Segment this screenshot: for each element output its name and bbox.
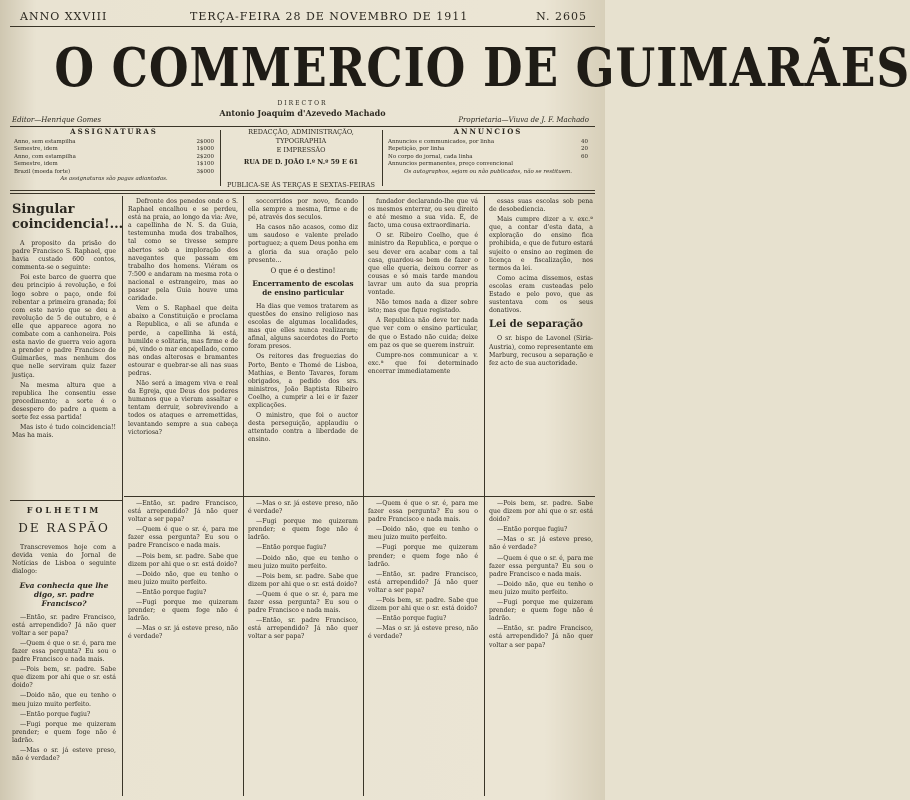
issue-year: ANNO XXVIII bbox=[20, 10, 108, 23]
paragraph: —Então, sr. padre Francisco, está arrependido? Já não quer voltar a ser papa? bbox=[368, 570, 478, 594]
newspaper-title: O COMMERCIO DE GUIMARÃES bbox=[54, 37, 910, 99]
paragraph: Na mesma altura que a republica lhe consentiu esse procedimento; a sorte é o desespero do padre a quem a sorte fez essa partida! bbox=[12, 381, 116, 421]
paragraph: —Doido não, que eu tenho o meu juizo muito perfeito. bbox=[128, 570, 238, 586]
paragraph: —Então porque fugiu? bbox=[497, 526, 568, 534]
paragraph: Como acima dissemos, estas escolas eram custeadas pelo Estado e pelo povo, que as sustentava com os seus donativos. bbox=[489, 274, 593, 315]
paragraph: —Quem é que o sr. é, para me fazer essa pergunta? Eu sou o padre Francisco e nada mais. bbox=[368, 500, 478, 524]
editor-line: Editor—Henrique Gomes bbox=[12, 116, 102, 124]
paragraph: —Então porque fugiu? bbox=[136, 588, 207, 596]
subscription-row: Anno, com estampilha 2$200 bbox=[14, 153, 214, 160]
subscription-row: Semestre, idem 1$000 bbox=[14, 146, 214, 152]
office-line-1: REDACÇÃO, ADMINISTRAÇÃO, TYPOGRAPHIA bbox=[248, 128, 354, 145]
paragraph: soccorridos por novo, ficando ella sempre a mesma, firme e de pé, através dos seculos. bbox=[248, 198, 358, 222]
director-name: Antonio Joaquim d'Azevedo Machado bbox=[219, 108, 386, 118]
subscription-row: Anno, sem estampilha 2$000 bbox=[14, 138, 214, 145]
article-column-5 bbox=[489, 198, 593, 494]
office-address: RUA DE D. JOÃO I.º N.º 59 E 61 bbox=[243, 158, 359, 166]
paragraph: —Pois bem, sr. padre. Sabe que dizem por ahi que o sr. está doido? bbox=[248, 572, 358, 588]
advertising-row: Annuncios e communicados, por linha 40 bbox=[388, 138, 588, 145]
dateline bbox=[20, 10, 587, 24]
paragraph: Foi este barco de guerra que deu principio á revolução, e foi logo sobre o paço, onde foi rebentar a primeira granada; foi com este navio que se deu a revolução de 5 de outubro, e é elle que apparece agora no combate com a canhoneira. Pois esta navio de guerra veio agora a prender o padre Francisco de Guimarães, mas nenhum dos que nelle serviram quiz fazer justiça. bbox=[12, 274, 116, 379]
paragraph: essas suas escolas sob pena de desobediencia. bbox=[489, 198, 593, 214]
paragraph: —Pois bem, sr. padre. Sabe que dizem por ahi que o sr. está doido? bbox=[368, 597, 478, 613]
paragraph: —Então, sr. padre Francisco, está arrependido? Já não quer voltar a ser papa? bbox=[12, 613, 116, 637]
paragraph: Ha dias que vemos tratarem as questões do ensino religioso nas escolas de algumas localidades, mas que elles nunca realizaram; afinal, alguns sacerdotes do Porto foram presos. bbox=[248, 302, 358, 351]
paragraph: —Mas o sr. já esteve preso, não é verdade? bbox=[128, 625, 238, 641]
director-label: DIRECTOR bbox=[277, 100, 328, 107]
paragraph: —Quem é que o sr. é, para me fazer essa pergunta? Eu sou o padre Francisco e nada mais. bbox=[248, 590, 358, 615]
folhetim-label: FOLHETIM bbox=[26, 505, 102, 515]
article-headline: Singular coincidencia!... bbox=[12, 202, 124, 232]
paragraph: —Então porque fugiu? bbox=[256, 544, 327, 552]
paragraph: A proposito da prisão do padre Francisco S. Raphael, que havia custado 600 contos, commenta-se o seguinte: bbox=[12, 240, 116, 272]
paragraph: —Doido não, que eu tenho o meu juizo muito perfeito. bbox=[368, 526, 478, 542]
advertising-row: Annuncios permanentes, preço convencional bbox=[388, 161, 513, 167]
paragraph: Mas isto é tudo coincidencia!! Mas ha mais. bbox=[12, 424, 116, 440]
paragraph: Cumpre-nos communicar a v. exc.ª que foi determinado encerrar immediatamente bbox=[368, 351, 478, 375]
paragraph: Vem o S. Raphael que deita abaixo a Constituição e proclama a Republica, e ali se afunda e perde, a capellinha lá está, humilde e solitaria, mas firme e de pé, vindo o mar encapellado, como nas ondas alterosas e bramantes estourar e quebrar-se ali nas suas pedras. bbox=[128, 305, 238, 377]
paragraph: —Fugi porque me quizeram prender; e quem foge não é ladrão. bbox=[128, 599, 238, 623]
paragraph: —Mas o sr. já esteve preso, não é verdade? bbox=[489, 536, 593, 552]
subscription-row: Brazil (moeda forte) 3$000 bbox=[14, 168, 214, 175]
subscriptions-title: ASSIGNATURAS bbox=[70, 127, 158, 136]
paragraph: fundador declarando-lhe que vá os mesmos enterrar, ou seu direito e até mesmo a sua vida. É, de facto, uma cousa extraordinaria. bbox=[368, 198, 478, 230]
folhetim-title: DE RASPÃO bbox=[18, 521, 110, 536]
paragraph: —Mas o sr. já esteve preso, não é verdade? bbox=[368, 625, 478, 641]
folhetim-continuation-3 bbox=[368, 500, 478, 796]
article-column-3 bbox=[248, 198, 358, 494]
advertising-title: ANNUNCIOS bbox=[453, 127, 523, 136]
paragraph: —Doido não, que eu tenho o meu juizo muito perfeito. bbox=[248, 554, 358, 570]
folhetim-continuation-4 bbox=[489, 500, 593, 796]
paragraph: —Fugi porque me quizeram prender; e quem foge não é ladrão. bbox=[248, 518, 358, 542]
paragraph: —Então porque fugiu? bbox=[20, 710, 91, 718]
paragraph: —Mas o sr. já esteve preso, não é verdade? bbox=[248, 500, 358, 516]
paragraph: —Então porque fugiu? bbox=[376, 615, 447, 623]
paragraph: —Fugi porque me quizeram prender; e quem foge não é ladrão. bbox=[489, 599, 593, 623]
subscriptions-box bbox=[14, 128, 214, 188]
paragraph: Não temos nada a dizer sobre isto; mas que fique registado. bbox=[368, 299, 478, 315]
article-column-4 bbox=[368, 198, 478, 494]
paragraph: A Republica não deve ter nada que ver com o ensino particular, de que o Estado não cuida; deixe em paz os que se querem instruir. bbox=[368, 317, 478, 349]
paragraph: O ministro, que foi o auctor desta perseguição, applaudiu o attentado contra a liberdade de ensino. bbox=[248, 412, 358, 444]
office-line-2: E IMPRESSÃO bbox=[276, 146, 326, 154]
advertising-box bbox=[388, 128, 588, 188]
paragraph: —Pois bem, sr. padre. Sabe que dizem por ahi que o sr. está doido? bbox=[128, 552, 238, 568]
article-headline: Lei de separação bbox=[489, 319, 583, 331]
folhetim-continuation-1 bbox=[128, 500, 238, 796]
publication-days: PUBLICA-SE ÁS TERÇAS E SEXTAS-FEIRAS bbox=[227, 181, 375, 189]
advertising-row: No corpo do jornal, cada linha 60 bbox=[388, 153, 588, 160]
paragraph: O sr. Ribeiro Coelho, que é ministro da Republica, e porque o seu dever era acabar com a tal casa, guardou-se bem de fazer o que elle queria, deixou correr as cousas e só mais tarde mandou lavrar um auto da sua propria vontade. bbox=[368, 232, 478, 297]
paragraph: —Pois bem, sr. padre. Sabe que dizem por ahi que o sr. está doido? bbox=[12, 666, 116, 690]
paragraph: Não será a imagem viva e real da Egreja, que Deus dos poderes humanos que a vieram assaltar e tentam derruir, sobrevivendo a todos os ataques e arremettidas, levantando sempre a sua cabeça victoriosa? bbox=[128, 380, 238, 436]
paragraph: —Doido não, que eu tenho o meu juizo muito perfeito. bbox=[12, 692, 116, 708]
paragraph: O que é o destino! bbox=[270, 266, 336, 275]
paragraph: Mais cumpre dizer a v. exc.ª que, a contar d'esta data, a exploração do ensino fica prohibida, e que de futuro estará sujeito o ensino ao regimen de licença e fiscalização, nos termos da lei. bbox=[489, 216, 593, 272]
owner-line: Proprietaria—Viuva de J. F. Machado bbox=[458, 116, 589, 124]
paragraph: Ha casos não acasos, como diz um saudoso e valente prelado portuguez; a quem Deus ponha em a gloria da sua oração pelo presente... bbox=[248, 224, 358, 264]
paragraph: —Doido não, que eu tenho o meu juizo muito perfeito. bbox=[489, 580, 593, 596]
subscriptions-note: As assignaturas são pagas adiantadas. bbox=[60, 176, 168, 182]
advertising-note: Os autographos, sejam ou não publicados, não se restituem. bbox=[403, 168, 573, 175]
folhetim-section bbox=[12, 504, 116, 796]
paragraph: —Pois bem, sr. padre. Sabe que dizem por ahi que o sr. está doido? bbox=[489, 500, 593, 524]
issue-date: TERÇA-FEIRA 28 DE NOVEMBRO DE 1911 bbox=[190, 10, 469, 23]
article-headline: Encerramento de escolas de ensino particular bbox=[252, 278, 354, 297]
paragraph: Os reitores das freguezias do Porto, Bento e Thomé de Lisboa, Mathias, e Bento Tavares, foram obrigados, a pedido dos srs. ministros, João Baptista Ribeiro Coelho, a cumprir a lei e ir fazer explicações. bbox=[248, 353, 358, 409]
article-singular-coincidencia bbox=[12, 198, 124, 498]
paragraph: —Então, sr. padre Francisco, está arrependido? Já não quer voltar a ser papa? bbox=[248, 617, 358, 641]
paragraph: —Fugi porque me quizeram prender; e quem foge não é ladrão. bbox=[12, 720, 116, 744]
paragraph: —Então, sr. padre Francisco, está arrependido? Já não quer voltar a ser papa? bbox=[128, 500, 238, 524]
paragraph: —Mas o sr. já esteve preso, não é verdade? bbox=[12, 746, 116, 763]
article-column-2 bbox=[128, 198, 238, 494]
paragraph: —Quem é que o sr. é, para me fazer essa pergunta? Eu sou o padre Francisco e nada mais. bbox=[128, 526, 238, 550]
folhetim-continuation-2 bbox=[248, 500, 358, 796]
folhetim-subtitle: Eva conhecia que lhe digo, sr. padre Francisco? bbox=[19, 580, 109, 608]
paragraph: O sr. bispo de Lavonel (Siria-Austria), como representante em Marburg, recusou a separação e fez acto de sua auctoridade. bbox=[489, 335, 593, 367]
paragraph: Defronte dos penedos onde o S. Raphael encalhou e se perdeu, está na praia, ao longo da via: Ave, a capellinha de N. S. da Guia, testemunha muda dos trabalhos, tal como se tivesse sempre abertos sob a imploração dos navegantes que passam em trabalho dos homens. Viéram os 7:500 e andaram na mesma rota o nacional e estrangeiro, mas ao passar pela Guia houve uma caridade. bbox=[128, 198, 238, 303]
subscription-row: Semestre, idem 1$100 bbox=[14, 161, 214, 167]
advertising-row: Repetição, por linha 20 bbox=[388, 146, 588, 152]
office-box bbox=[226, 128, 376, 188]
paragraph: Transcrevemos hoje com a devida venia do Jornal de Notícias de Lisboa o seguinte dialogo: bbox=[12, 544, 116, 576]
paragraph: —Quem é que o sr. é, para me fazer essa pergunta? Eu sou o padre Francisco e nada mais. bbox=[489, 554, 593, 578]
paragraph: —Quem é que o sr. é, para me fazer essa pergunta? Eu sou o padre Francisco e nada mais. bbox=[12, 639, 116, 664]
paragraph: —Fugi porque me quizeram prender; e quem foge não é ladrão. bbox=[368, 544, 478, 568]
issue-number: N. 2605 bbox=[536, 10, 587, 23]
paragraph: —Então, sr. padre Francisco, está arrependido? Já não quer voltar a ser papa? bbox=[489, 625, 593, 649]
